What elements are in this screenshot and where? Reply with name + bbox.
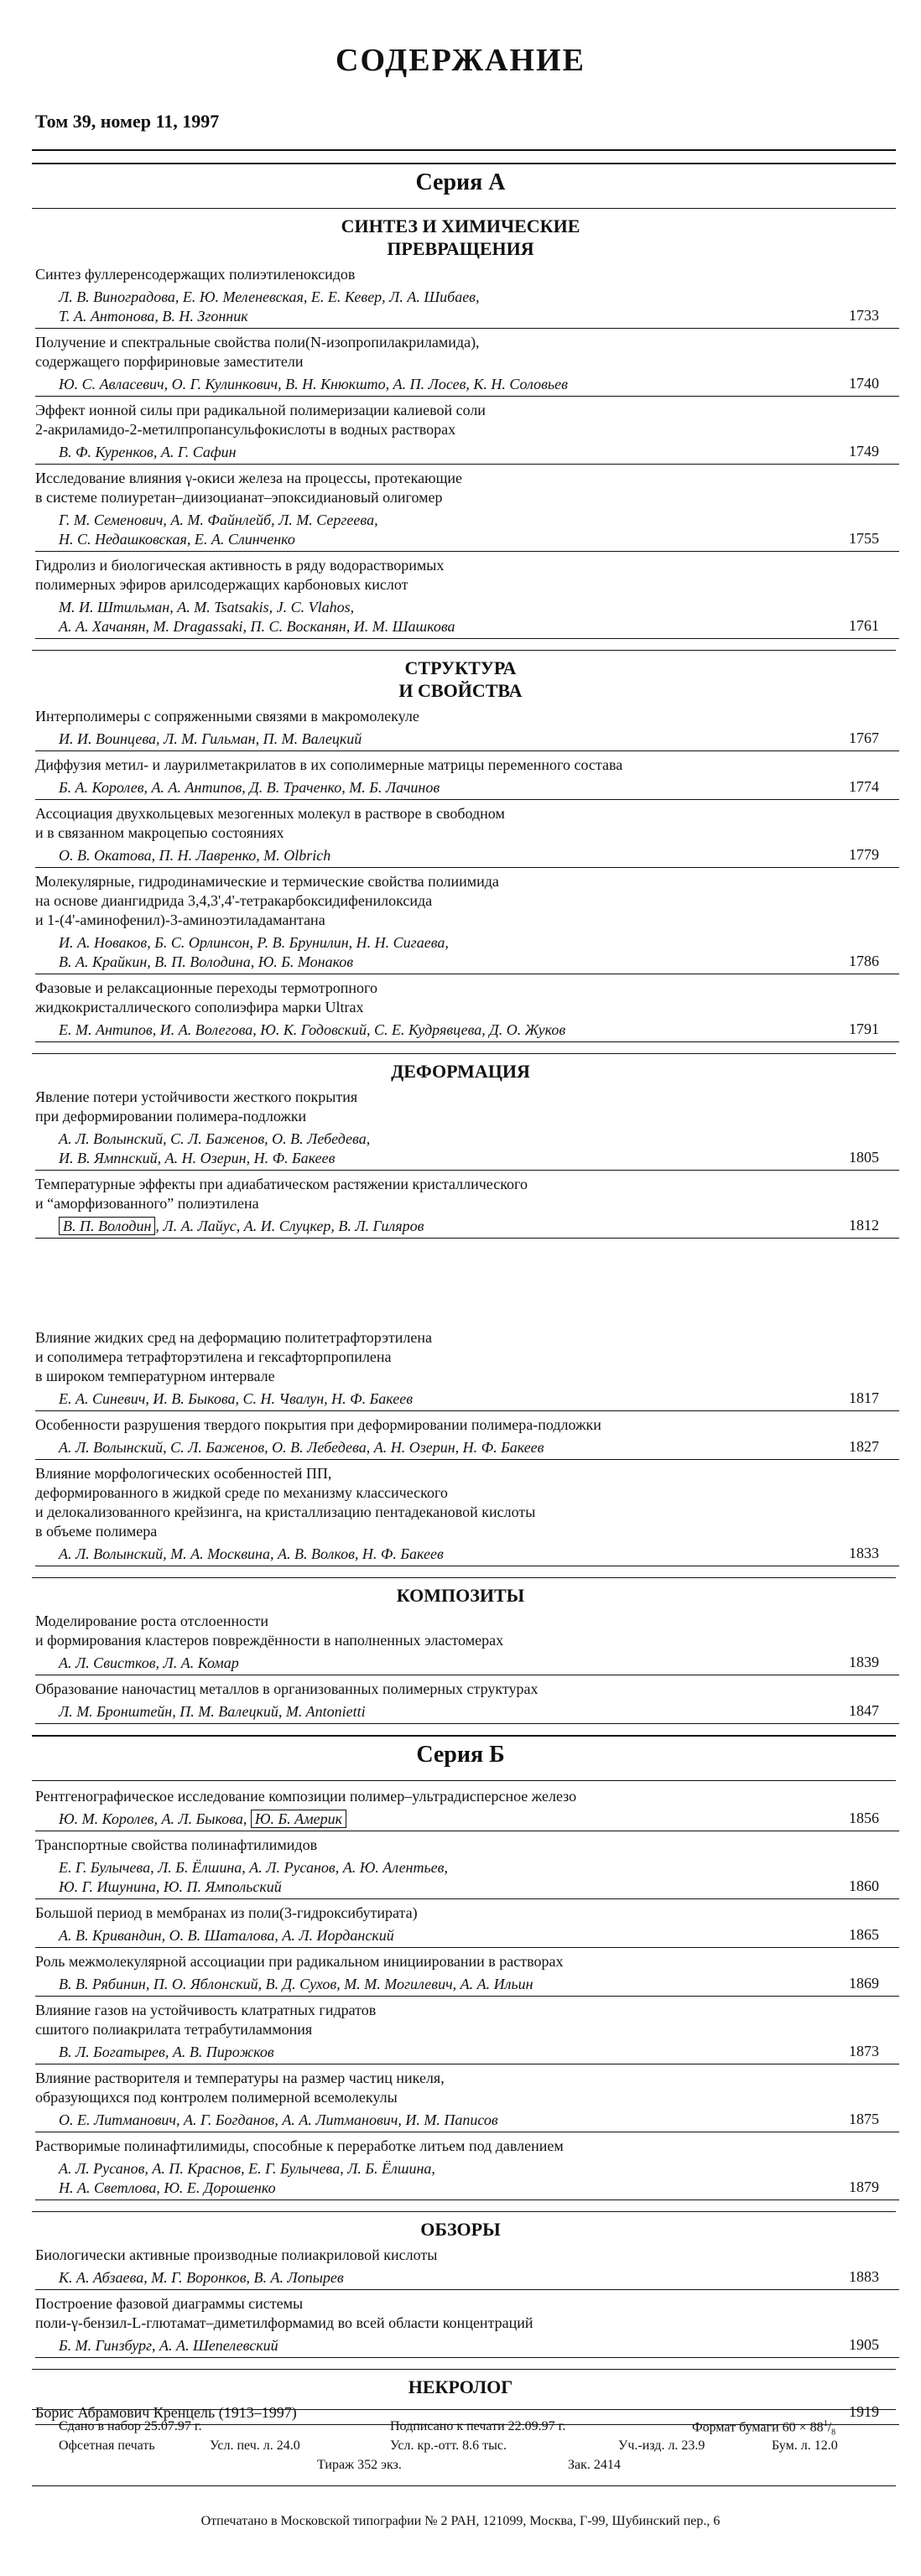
article-authors [59, 598, 814, 636]
authors-line [59, 2111, 814, 2130]
authors-line [59, 933, 814, 953]
rubric-heading [0, 2376, 921, 2398]
page-number: 1805 [849, 1149, 879, 1166]
article-title-line: Роль межмолекулярной ассоциации при радикальном инициировании в растворах [35, 1953, 564, 1970]
section-rule [32, 2369, 896, 2370]
authors-line [59, 2268, 814, 2288]
rubric-heading [0, 657, 921, 702]
authors-line [59, 1149, 814, 1168]
rubric-heading [0, 1584, 921, 1607]
authors-line [59, 598, 814, 617]
author-names: Л. М. Бронштейн, П. М. Валецкий, M. Antonietti [59, 1703, 366, 1720]
article-authors [59, 2336, 814, 2355]
authors-rule [35, 464, 899, 465]
article-title [35, 401, 790, 439]
rubric-line: КОМПОЗИТЫ [396, 1585, 525, 1606]
series-heading: Серия А [415, 169, 506, 195]
authors-line [59, 617, 814, 636]
authors-line [59, 1877, 814, 1897]
page-number: 1755 [849, 530, 879, 547]
section-rule [32, 1053, 896, 1054]
article-title [35, 2001, 790, 2039]
page-number: 1761 [849, 617, 879, 634]
page-number: 1847 [849, 1702, 879, 1719]
rubric-heading [0, 2218, 921, 2241]
article-authors [59, 1545, 814, 1564]
section-rule [32, 1780, 896, 1781]
article-title-line: Большой период в мембранах из поли(3-гидроксибутирата) [35, 1904, 418, 1921]
article-authors [59, 778, 814, 797]
article-title [35, 1836, 790, 1855]
authors-rule [35, 328, 899, 329]
article-title-line: содержащего порфириновые заместители [35, 353, 304, 370]
authors-line [59, 375, 814, 394]
article-title-line: Гидролиз и биологическая активность в ряду водорастворимых [35, 557, 445, 574]
article-title [35, 2246, 790, 2265]
authors-rule [35, 638, 899, 639]
author-names: Н. А. Светлова, Ю. Е. Дорошенко [59, 2179, 276, 2196]
article-title-line: в широком температурном интервале [35, 1368, 275, 1384]
article-title-line: Ассоциация двухкольцевых мезогенных молекул в растворе в свободном [35, 805, 505, 822]
rubric-line: СТРУКТУРА [404, 657, 517, 678]
article-title-line: Влияние газов на устойчивость клатратных гидратов [35, 2002, 377, 2018]
authors-line [59, 1975, 814, 1994]
imprint-paper-sheets: Бум. л. 12.0 [772, 2438, 838, 2453]
authors-line [59, 1926, 814, 1945]
series-rule [32, 1735, 896, 1737]
article-title [35, 1680, 790, 1699]
imprint-rule [32, 2409, 896, 2410]
article-title-line: Исследование влияния γ-окиси железа на процессы, протекающие [35, 470, 463, 486]
article-authors [59, 2043, 814, 2062]
page-number: 1740 [849, 375, 879, 392]
series-heading: Серия Б [416, 1742, 505, 1768]
authors-line [59, 2179, 814, 2198]
author-names: В. Л. Богатырев, А. В. Пирожков [59, 2044, 274, 2060]
imprint-pub-sheets: Уч.-изд. л. 23.9 [618, 2438, 705, 2453]
article-title-line: полимерных эфиров арилсодержащих карбоновых кислот [35, 576, 408, 593]
imprint-submitted: Сдано в набор 25.07.97 г. [59, 2419, 202, 2433]
article-title-line: Явление потери устойчивости жесткого покрытия [35, 1088, 358, 1105]
article-authors [59, 730, 814, 749]
authors-line [59, 1217, 814, 1236]
page-number: 1774 [849, 778, 879, 795]
article-authors [59, 933, 814, 972]
authors-rule [35, 551, 899, 552]
obituary-title: Борис Абрамович Кренцель (1913–1997) [35, 2404, 297, 2421]
author-names: А. А. Хачанян, M. Dragassaki, П. С. Восканян, И. М. Шашкова [59, 618, 455, 635]
page-number: 1839 [849, 1654, 879, 1670]
article-title-line: Получение и спектральные свойства поли(N-изопропилакриламида), [35, 334, 480, 351]
article-authors [59, 1810, 814, 1829]
author-names: М. И. Штильман, А. М. Tsatsakis, J. C. Vlahos, [59, 599, 355, 615]
authors-rule [35, 1898, 899, 1899]
article-authors [59, 2111, 814, 2130]
imprint-order: Зак. 2414 [568, 2458, 621, 2472]
article-title [35, 333, 790, 371]
author-names: Е. А. Синевич, И. В. Быкова, С. Н. Чвалун, Н. Ф. Бакеев [59, 1390, 414, 1407]
article-title-line: Влияние морфологических особенностей ПП, [35, 1465, 332, 1482]
author-names: Т. А. Антонова, В. Н. Згонник [59, 308, 248, 325]
author-names: В. В. Рябинин, П. О. Яблонский, В. Д. Сухов, М. М. Могилевич, А. А. Ильин [59, 1976, 533, 1992]
article-authors [59, 1021, 814, 1040]
article-title [35, 1415, 790, 1435]
article-authors [59, 1130, 814, 1168]
imprint-conv-sheets: Усл. кр.-отт. 8.6 тыс. [390, 2438, 507, 2453]
authors-line [59, 288, 814, 307]
authors-rule [35, 799, 899, 800]
deceased-author: Ю. Б. Америк [251, 1810, 346, 1828]
authors-line [59, 953, 814, 972]
article-title [35, 1952, 790, 1971]
article-title-line: образующихся под контролем полимерной всемолекулы [35, 2089, 398, 2106]
page-number: 1812 [849, 1217, 879, 1233]
article-title [35, 1903, 790, 1923]
article-authors [59, 1975, 814, 1994]
article-title [35, 2069, 790, 2107]
authors-line [59, 2336, 814, 2355]
authors-line [59, 730, 814, 749]
imprint-print-sheets: Усл. печ. л. 24.0 [210, 2438, 300, 2453]
page-number: 1767 [849, 730, 879, 746]
author-names: А. Л. Русанов, А. П. Краснов, Е. Г. Булычева, Л. Б. Ёлшина, [59, 2160, 435, 2177]
authors-line [59, 443, 814, 462]
article-title [35, 265, 790, 284]
author-names: Е. М. Антипов, И. А. Волегова, Ю. К. Годовский, С. Е. Кудрявцева, Д. О. Жуков [59, 1021, 566, 1038]
rubric-heading [0, 1060, 921, 1083]
article-title-line: сшитого полиакрилата тетрабутиламмония [35, 2021, 313, 2038]
page-number: 1883 [849, 2268, 879, 2285]
author-names: А. Л. Волынский, С. Л. Баженов, О. В. Лебедева, А. Н. Озерин, Н. Ф. Бакеев [59, 1439, 544, 1456]
authors-rule [35, 750, 899, 751]
article-title [35, 707, 790, 726]
authors-rule [35, 1041, 899, 1042]
authors-rule [35, 1723, 899, 1724]
article-title [35, 804, 790, 843]
rubric-heading [0, 215, 921, 260]
article-title-line: на основе диангидрида 3,4,3',4'-тетракарбоксидифенилоксида [35, 892, 433, 909]
page-number: 1827 [849, 1438, 879, 1455]
author-names: Б. А. Королев, А. А. Антипов, Д. В. Траченко, М. Б. Лачинов [59, 779, 440, 796]
page-number: 1786 [849, 953, 879, 969]
authors-line [59, 1810, 814, 1829]
authors-rule [35, 1170, 899, 1171]
article-title [35, 2294, 790, 2333]
authors-line [59, 1702, 814, 1722]
author-names: В. А. Крайкин, В. П. Володина, Ю. Б. Монаков [59, 953, 354, 970]
article-title-line: Влияние растворителя и температуры на размер частиц никеля, [35, 2070, 445, 2086]
series-rule [32, 163, 896, 164]
authors-line [59, 1654, 814, 1673]
article-title-line: поли-γ-бензил-L-глютамат–диметилформамид во всей области концентраций [35, 2314, 533, 2331]
deceased-author: В. П. Володин [59, 1217, 155, 1235]
authors-rule [35, 1996, 899, 1997]
author-names: К. А. Абзаева, М. Г. Воронков, В. А. Лопырев [59, 2269, 344, 2286]
article-authors [59, 288, 814, 326]
article-title-line: Диффузия метил- и лаурилметакрилатов в их сополимерные матрицы переменного состава [35, 756, 623, 773]
article-title-line: 2-акриламидо-2-метилпропансульфокислоты в водных растворах [35, 421, 456, 438]
page-number: 1865 [849, 1926, 879, 1943]
page-number: 1875 [849, 2111, 879, 2127]
article-title-line: Интерполимеры с сопряженными связями в макромолекуле [35, 708, 419, 724]
page-number: 1905 [849, 2336, 879, 2353]
article-title-line: и в связанном макроцепью состояниях [35, 824, 284, 841]
authors-line [59, 307, 814, 326]
rubric-line: СИНТЕЗ И ХИМИЧЕСКИЕ [341, 216, 580, 236]
article-authors [59, 2159, 814, 2198]
article-title-line: Образование наночастиц металлов в организованных полимерных структурах [35, 1680, 539, 1697]
author-names: А. Л. Свистков, Л. А. Комар [59, 1654, 239, 1671]
authors-line [59, 1858, 814, 1877]
imprint-offset: Офсетная печать [59, 2438, 155, 2453]
authors-rule [35, 1238, 899, 1239]
page-number: 1791 [849, 1021, 879, 1037]
article-authors [59, 511, 814, 549]
page-number: 1919 [849, 2403, 879, 2420]
article-title-line: Рентгенографическое исследование композиции полимер–ультрадисперсное железо [35, 1788, 577, 1805]
author-names: , Л. А. Лайус, А. И. Слуцкер, В. Л. Гиляров [155, 1218, 424, 1234]
page-title: СОДЕРЖАНИЕ [336, 43, 585, 78]
article-title [35, 1328, 790, 1386]
article-title-line: и формирования кластеров повреждённости в наполненных эластомерах [35, 1632, 504, 1649]
author-names: И. А. Новаков, Б. С. Орлинсон, Р. В. Брунилин, Н. Н. Сигаева, [59, 934, 449, 951]
author-names: Ю. С. Авласевич, О. Г. Кулинкович, В. Н. Кнюкшто, А. П. Лосев, К. Н. Соловьев [59, 376, 568, 392]
article-authors [59, 443, 814, 462]
article-title-line: в системе полиуретан–диизоцианат–эпоксидиановый олигомер [35, 489, 443, 506]
article-title [35, 1612, 790, 1650]
imprint-signed: Подписано к печати 22.09.97 г. [390, 2419, 566, 2433]
authors-line [59, 1438, 814, 1457]
article-authors [59, 375, 814, 394]
article-title-line: Влияние жидких сред на деформацию политетрафторэтилена [35, 1329, 433, 1346]
article-authors [59, 1926, 814, 1945]
article-title [35, 872, 790, 930]
article-authors [59, 1702, 814, 1722]
rubric-line: И СВОЙСТВА [398, 680, 523, 701]
author-names: И. И. Воинцева, Л. М. Гильман, П. М. Валецкий [59, 730, 362, 747]
author-names: О. В. Окатова, П. Н. Лавренко, M. Olbrich [59, 847, 331, 864]
section-rule [32, 208, 896, 209]
article-title-line: Эффект ионной силы при радикальной полимеризации калиевой соли [35, 402, 486, 418]
article-title-line: Моделирование роста отслоенности [35, 1613, 269, 1629]
section-rule [32, 650, 896, 651]
article-title-line: Растворимые полинафтилимиды, способные к переработке литьем под давлением [35, 2137, 564, 2154]
authors-rule [35, 1410, 899, 1411]
imprint-format: Формат бумаги $60 \times 88^1/_8$ [692, 2419, 836, 2438]
article-title [35, 1088, 790, 1126]
article-authors [59, 1858, 814, 1897]
article-title-line: Молекулярные, гидродинамические и термические свойства полиимида [35, 873, 499, 890]
author-names: Ю. Г. Ишунина, Ю. П. Ямпольский [59, 1878, 282, 1895]
issue-info: Том 39, номер 11, 1997 [35, 111, 220, 132]
page-number: 1733 [849, 307, 879, 324]
authors-line [59, 1389, 814, 1409]
author-names: Г. М. Семенович, А. М. Файнлейб, Л. М. Сергеева, [59, 512, 378, 528]
authors-line [59, 530, 814, 549]
article-title-line: деформированного в жидкой среде по механизму классического [35, 1484, 448, 1501]
article-title-line: Температурные эффекты при адиабатическом растяжении кристаллического [35, 1176, 528, 1192]
article-title [35, 1464, 790, 1541]
authors-line [59, 1021, 814, 1040]
rubric-line: ДЕФОРМАЦИЯ [391, 1061, 530, 1082]
authors-rule [35, 2357, 899, 2358]
authors-rule [35, 396, 899, 397]
article-title-line: Транспортные свойства полинафтилимидов [35, 1836, 318, 1853]
article-title-line: и сополимера тетрафторэтилена и гексафторпропилена [35, 1348, 392, 1365]
authors-rule [35, 1459, 899, 1460]
author-names: Ю. М. Королев, А. Л. Быкова, [59, 1810, 251, 1827]
article-authors [59, 1217, 814, 1236]
author-names: О. Е. Литманович, А. Г. Богданов, А. А. Литманович, И. М. Паписов [59, 2111, 498, 2128]
article-title [35, 979, 790, 1017]
article-title-line: при деформировании полимера-подложки [35, 1108, 307, 1124]
page-number: 1869 [849, 1975, 879, 1992]
author-names: А. Л. Волынский, М. А. Москвина, А. В. Волков, Н. Ф. Бакеев [59, 1545, 444, 1562]
authors-rule [35, 2199, 899, 2200]
authors-line [59, 1545, 814, 1564]
article-title-line: Биологически активные производные полиакриловой кислоты [35, 2246, 438, 2263]
article-title-line: в объеме полимера [35, 1523, 158, 1540]
printed-rule [32, 2485, 896, 2486]
article-title [35, 756, 790, 775]
authors-rule [35, 867, 899, 868]
author-names: А. В. Кривандин, О. В. Шаталова, А. Л. Иорданский [59, 1927, 394, 1944]
authors-rule [35, 1947, 899, 1948]
page-number: 1749 [849, 443, 879, 460]
article-title-line: и 1-(4'-аминофенил)-3-аминоэтиладамантана [35, 911, 325, 928]
article-title [35, 1175, 790, 1213]
article-authors [59, 1654, 814, 1673]
page-number: 1860 [849, 1877, 879, 1894]
header-rule [32, 149, 896, 151]
page-number: 1779 [849, 846, 879, 863]
author-names: Б. М. Гинзбург, А. А. Шепелевский [59, 2337, 278, 2354]
page-number: 1856 [849, 1810, 879, 1826]
author-names: И. В. Ямпнский, А. Н. Озерин, Н. Ф. Бакеев [59, 1150, 336, 1166]
page-number: 1873 [849, 2043, 879, 2059]
author-names: А. Л. Волынский, С. Л. Баженов, О. В. Лебедева, [59, 1130, 371, 1147]
article-title-line: Особенности разрушения твердого покрытия при деформировании полимера-подложки [35, 1416, 601, 1433]
authors-line [59, 1130, 814, 1149]
article-title-line: Синтез фуллеренсодержащих полиэтиленоксидов [35, 266, 356, 283]
page-number: 1817 [849, 1389, 879, 1406]
article-authors [59, 1389, 814, 1409]
rubric-line: НЕКРОЛОГ [408, 2376, 513, 2397]
rubric-line: ОБЗОРЫ [420, 2219, 501, 2240]
article-title [35, 2137, 790, 2156]
article-authors [59, 846, 814, 865]
article-authors [59, 2268, 814, 2288]
authors-line [59, 846, 814, 865]
article-title [35, 556, 790, 595]
author-names: Л. В. Виноградова, Е. Ю. Меленевская, Е. Е. Кевер, Л. А. Шибаев, [59, 288, 480, 305]
authors-line [59, 778, 814, 797]
article-title-line: Построение фазовой диаграммы системы [35, 2295, 304, 2312]
section-rule [32, 1577, 896, 1578]
article-title [35, 469, 790, 507]
article-title-line: Фазовые и релаксационные переходы термотропного [35, 979, 377, 996]
authors-rule [35, 2289, 899, 2290]
author-names: Н. С. Недашковская, Е. А. Слинченко [59, 531, 295, 548]
page-number: 1879 [849, 2179, 879, 2195]
authors-line [59, 2043, 814, 2062]
article-title-line: и делокализованного крейзинга, на кристаллизацию пентадекановой кислоты [35, 1504, 536, 1520]
article-title [35, 1787, 790, 1806]
rubric-line: ПРЕВРАЩЕНИЯ [387, 238, 534, 259]
printing-house: Отпечатано в Московской типографии № 2 РАН, 121099, Москва, Г-99, Шубинский пер., 6 [200, 2514, 721, 2528]
author-names: Е. Г. Булычева, Л. Б. Ёлшина, А. Л. Русанов, А. Ю. Алентьев, [59, 1859, 448, 1876]
author-names: В. Ф. Куренков, А. Г. Сафин [59, 444, 237, 460]
section-rule [32, 2211, 896, 2212]
article-authors [59, 1438, 814, 1457]
page-number: 1833 [849, 1545, 879, 1561]
article-title-line: жидкокристаллического сополиэфира марки Ultrax [35, 999, 364, 1015]
authors-line [59, 2159, 814, 2179]
imprint-circulation: Тираж 352 экз. [317, 2458, 402, 2472]
authors-line [59, 511, 814, 530]
article-title-line: и “аморфизованного” полиэтилена [35, 1195, 259, 1212]
